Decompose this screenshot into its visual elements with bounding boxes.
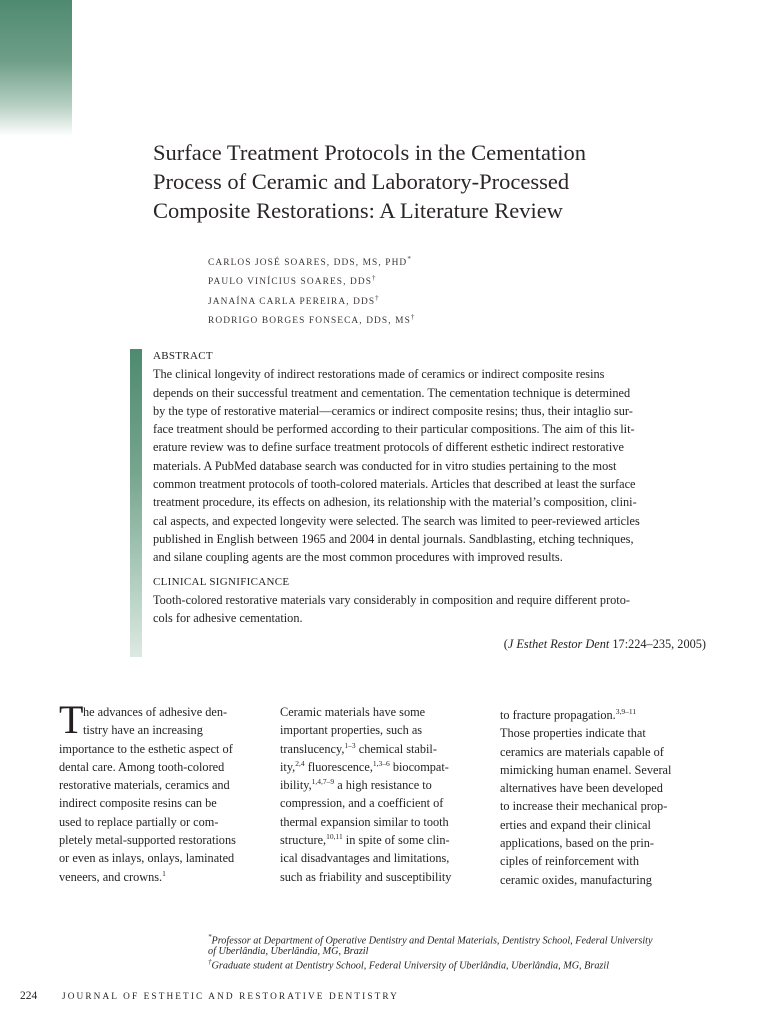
reference-mark: 2,4 bbox=[295, 758, 305, 768]
body-column-2 bbox=[280, 703, 495, 886]
body-line: used to replace partially or com- bbox=[59, 814, 219, 829]
body-line: ciples of reinforcement with bbox=[500, 854, 639, 869]
abstract-line: depends on their successful treatment and cementation. The cementation technique is determined bbox=[153, 385, 631, 400]
body-line: ceramic oxides, manufacturing bbox=[500, 872, 652, 887]
abstract-line: common treatment protocols of tooth-colored materials. Articles that described at least the surface bbox=[153, 477, 636, 492]
footnote: †Graduate student at Dentistry School, Federal University of Uberlândia, Uberlândia, MG, Brazil bbox=[208, 958, 610, 972]
title-line: Surface Treatment Protocols in the Cementation bbox=[153, 140, 587, 165]
abstract-accent-bar bbox=[130, 349, 142, 657]
body-column-1 bbox=[59, 703, 274, 886]
citation-details: 17:224–235, 2005 bbox=[612, 637, 702, 651]
author-entry: JANAÍNA CARLA PEREIRA, DDS† bbox=[208, 293, 379, 307]
body-line: structure,$^{10,11}$ in spite of some clin- bbox=[280, 831, 450, 848]
reference-mark: 1,3–6 bbox=[372, 758, 390, 768]
body-line: restorative materials, ceramics and bbox=[59, 778, 230, 793]
abstract-line: face treatment should be performed according to their particular compositions. The aim of this lit- bbox=[153, 422, 635, 437]
reference-mark: 1–3 bbox=[344, 740, 356, 750]
body-line: ceramics are materials capable of bbox=[500, 744, 664, 759]
body-line: ical disadvantages and limitations, bbox=[280, 851, 450, 866]
body-line: alternatives have been developed bbox=[500, 781, 663, 796]
author-entry: PAULO VINÍCIUS SOARES, DDS† bbox=[208, 274, 376, 288]
abstract-line: published in English between 1965 and 2004 in dental journals. Sandblasting, etching techniques, bbox=[153, 531, 634, 546]
footnotes bbox=[208, 932, 708, 972]
reference-mark: 1,4,7–9 bbox=[311, 777, 335, 787]
reference-mark: 10,11 bbox=[326, 831, 343, 841]
body-line: Those properties indicate that bbox=[500, 726, 646, 741]
abstract-line: materials. A PubMed database search was conducted for in vitro studies pertaining to the most bbox=[153, 458, 617, 473]
body-line: Ceramic materials have some bbox=[280, 705, 426, 719]
abstract-section bbox=[153, 347, 713, 627]
abstract-line: and silane coupling agents are the most common procedures with improved results. bbox=[153, 550, 563, 565]
abstract-line: by the type of restorative material—ceramics or indirect composite resins; thus, their intaglio sur- bbox=[153, 403, 633, 418]
body-line: erties and expand their clinical bbox=[500, 817, 651, 832]
author-list bbox=[208, 252, 688, 329]
corner-color-band bbox=[0, 0, 72, 136]
body-line: to increase their mechanical prop- bbox=[500, 799, 668, 814]
abstract-line: treatment procedure, its effects on adhesion, its relationship with the material’s composition, clini- bbox=[153, 495, 637, 510]
body-line: ity,$^{2,4}$ fluorescence,$^{1,3-6}$ biocompat- bbox=[280, 758, 449, 774]
body-column-3 bbox=[500, 706, 715, 889]
clinical-significance-heading: CLINICAL SIGNIFICANCE bbox=[153, 575, 290, 588]
body-line: tistry have an increasing bbox=[83, 723, 203, 738]
page-number: 224 bbox=[20, 990, 38, 1002]
body-line: indirect composite resins can be bbox=[59, 796, 217, 811]
abstract-line: cal aspects, and expected longevity were selected. The search was limited to peer-reviewed articles bbox=[153, 513, 640, 528]
body-line: pletely metal-supported restorations bbox=[59, 833, 236, 848]
abstract-line: erature review was to define surface treatment protocols of different esthetic indirect restorative bbox=[153, 440, 624, 455]
body-line: he advances of adhesive den- bbox=[83, 705, 228, 719]
body-line: to fracture propagation.$^{3,9-11}$ bbox=[500, 706, 637, 722]
body-line: dental care. Among tooth-colored bbox=[59, 759, 225, 774]
author-entry: CARLOS JOSÉ SOARES, DDS, MS, PHD* bbox=[208, 255, 411, 269]
abstract-line: The clinical longevity of indirect restorations made of ceramics or indirect composite resins bbox=[153, 367, 605, 382]
title-line: Composite Restorations: A Literature Review bbox=[153, 198, 563, 223]
significance-line: Tooth-colored restorative materials vary considerably in composition and require different proto- bbox=[153, 592, 630, 607]
body-line: such as friability and susceptibility bbox=[280, 869, 452, 884]
body-line: veneers, and crowns.$^1$ bbox=[59, 868, 166, 884]
body-line: important properties, such as bbox=[280, 723, 423, 738]
journal-citation: (J Esthet Restor Dent 17:224–235, 2005) bbox=[503, 637, 706, 651]
author-entry: RODRIGO BORGES FONSECA, DDS, MS† bbox=[208, 312, 415, 327]
journal-running-footer: JOURNAL OF ESTHETIC AND RESTORATIVE DENTISTRY bbox=[62, 992, 399, 1002]
body-line: importance to the esthetic aspect of bbox=[59, 741, 233, 756]
reference-mark: 3,9–11 bbox=[615, 706, 637, 716]
reference-mark: 1 bbox=[162, 868, 166, 878]
footnote: *Professor at Department of Operative Dentistry and Dental Materials, Dentistry School, Federal University bbox=[208, 933, 653, 947]
body-line: translucency,$^{1-3}$ chemical stabil- bbox=[280, 740, 437, 756]
footnote: of Uberlândia, Uberlândia, MG, Brazil bbox=[208, 946, 369, 958]
body-line: compression, and a coefficient of bbox=[280, 796, 444, 811]
body-line: thermal expansion similar to tooth bbox=[280, 814, 449, 829]
significance-line: cols for adhesive cementation. bbox=[153, 611, 303, 626]
drop-cap: T bbox=[59, 697, 84, 742]
citation-journal: J Esthet Restor Dent bbox=[507, 637, 610, 651]
body-line: applications, based on the prin- bbox=[500, 836, 655, 851]
article-title bbox=[153, 138, 713, 225]
title-line: Process of Ceramic and Laboratory-Processed bbox=[153, 169, 570, 194]
body-line: mimicking human enamel. Several bbox=[500, 762, 672, 777]
body-line: or even as inlays, onlays, laminated bbox=[59, 851, 235, 866]
abstract-heading: ABSTRACT bbox=[153, 350, 213, 362]
body-line: ibility,$^{1,4,7-9}$ a high resistance to bbox=[280, 777, 432, 793]
